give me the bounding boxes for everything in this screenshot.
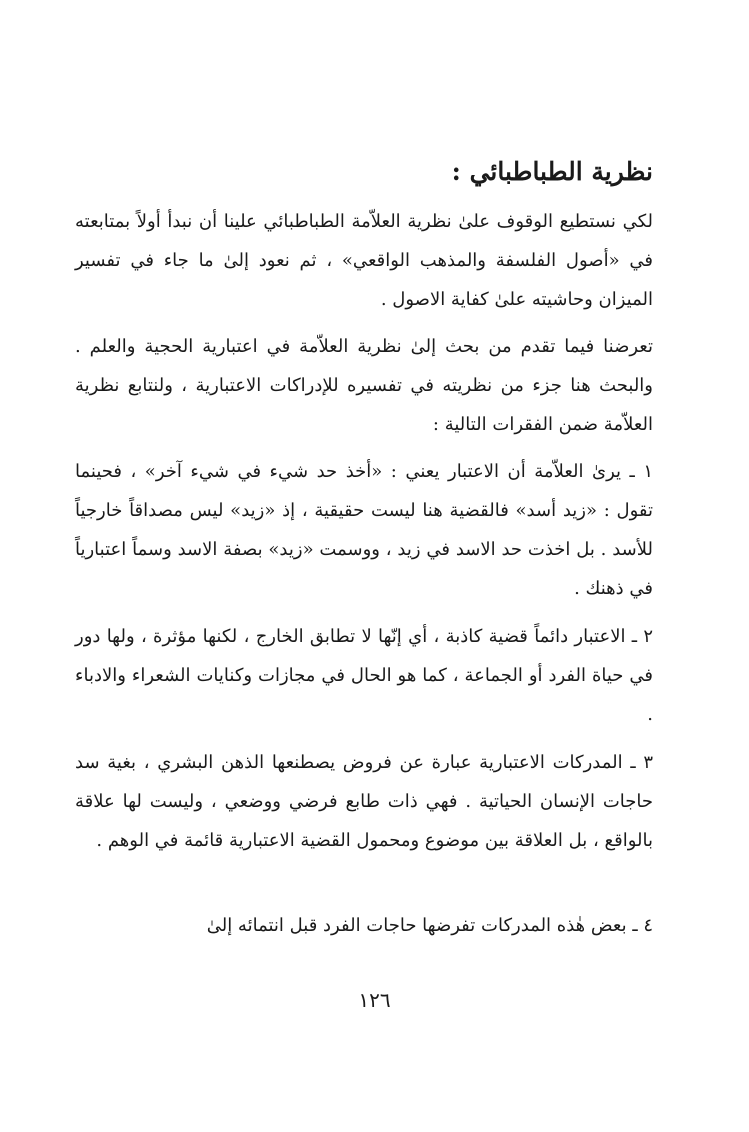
paragraph-point-1: ١ ـ يرىٰ العلاّمة أن الاعتبار يعني : «أخذ حد شيء في شيء آخر» ، فحينما تقول : «زيد أسد» فالقضية هنا ليست حقيقية ، إذ «زيد» ليس مصداقاً خارجياً للأسد . بل اخذت حد الاسد في زيد ، ووسمت «زيد» بصفة الاسد وسماً اعتبارياً في ذهنك .	[75, 461, 653, 599]
paragraph-point-3: ٣ ـ المدركات الاعتبارية عبارة عن فروض يصطنعها الذهن البشري ، بغية سد حاجات الإنسان الحياتية . فهي ذات طابع فرضي ووضعي ، وليست لها علاقة بالواقع ، بل العلاقة بين موضوع ومحمول القضية الاعتبارية قائمة في الوهم .	[75, 752, 653, 851]
section-heading: نظرية الطباطبائي :	[451, 157, 653, 186]
paragraph-context: تعرضنا فيما تقدم من بحث إلىٰ نظرية العلاّمة في اعتبارية الحجية والعلم . والبحث هنا جزء من نظريته في تفسيره للإدراكات الاعتبارية ، ولنتابع نظرية العلاّمة ضمن الفقرات التالية :	[75, 336, 653, 435]
paragraph-intro: لكي نستطيع الوقوف علىٰ نظرية العلاّمة الطباطبائي علينا أن نبدأ أولاً بمتابعته في «أصول الفلسفة والمذهب الواقعي» ، ثم نعود إلىٰ ما جاء في تفسير الميزان وحاشيته علىٰ كفاية الاصول .	[75, 211, 653, 310]
paragraph-point-2: ٢ ـ الاعتبار دائماً قضية كاذبة ، أي إنّها لا تطابق الخارج ، لكنها مؤثرة ، ولها دور في حياة الفرد أو الجماعة ، كما هو الحال في مجازات وكنايات الشعراء والادباء .	[75, 626, 653, 725]
paragraph-point-4: ٤ ـ بعض هٰذه المدركات تفرضها حاجات الفرد قبل انتمائه إلىٰ	[206, 915, 653, 936]
page-number: ١٢٦	[358, 988, 391, 1012]
